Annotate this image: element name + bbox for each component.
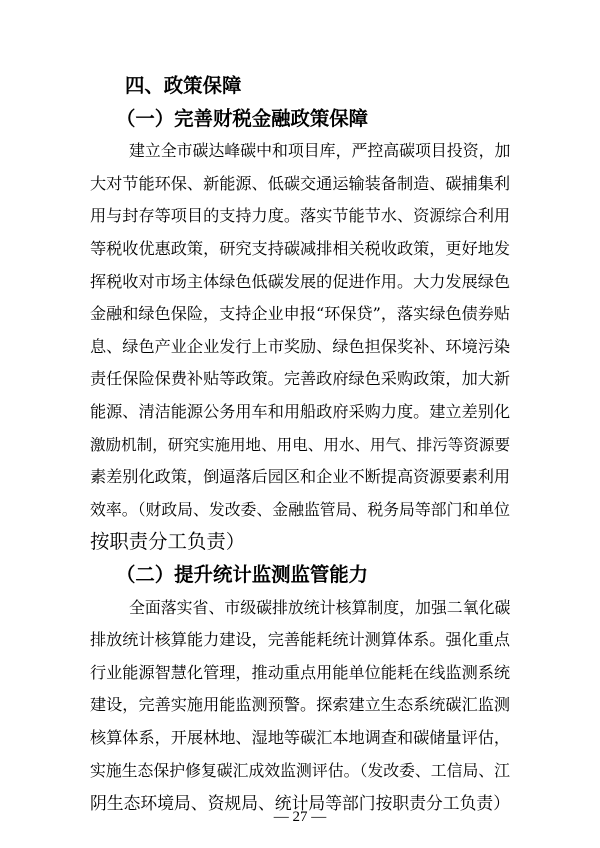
page-number: — 27 —	[273, 809, 327, 825]
paragraph-1-line: 挥税收对市场主体绿色低碳发展的促进作用。大力发展绿色	[90, 271, 511, 291]
paragraph-1-line: 息、绿色产业企业发行上市奖励、绿色担保奖补、环境污染	[90, 336, 511, 356]
paragraph-1-line: 责任保险保费补贴等政策。完善政府绿色采购政策，加大新	[90, 369, 511, 389]
paragraph-2-line: 行业能源智慧化管理，推动重点用能单位能耗在线监测系统	[90, 662, 511, 682]
paragraph-1-line: 金融和绿色保险，支持企业申报“环保贷”，落实绿色债券贴	[90, 304, 510, 324]
subsection-1-title: （一）完善财税金融政策保障	[116, 106, 369, 130]
paragraph-1-line: 能源、清洁能源公务用车和用船政府采购力度。建立差别化	[90, 402, 511, 421]
paragraph-1-line: 建立全市碳达峰碳中和项目库，严控高碳项目投资，加	[129, 141, 511, 161]
paragraph-1-line: 效率。（财政局、发改委、金融监管局、税务局等部门和单位	[90, 499, 510, 519]
paragraph-1-line: 激励机制，研究实施用地、用电、用水、用气、排污等资源要	[90, 435, 510, 454]
paragraph-1-line: 大对节能环保、新能源、低碳交通运输装备制造、碳捕集利	[90, 173, 511, 193]
paragraph-1-line: 用与封存等项目的支持力度。落实节能节水、资源综合利用	[90, 206, 511, 226]
paragraph-2-line: 阴生态环境局、资规局、统计局等部门按职责分工负责）	[90, 793, 510, 814]
paragraph-2-line: 全面落实省、市级碳排放统计核算制度，加强二氧化碳	[129, 597, 511, 617]
paragraph-1-line: 素差别化政策，倒逼落后园区和企业不断提高资源要素利用	[90, 467, 511, 487]
paragraph-2-line: 排放统计核算能力建设，完善能耗统计测算体系。强化重点	[90, 630, 511, 650]
section-title: 四、政策保障	[125, 74, 242, 97]
paragraph-2-line: 核算体系，开展林地、湿地等碳汇本地调查和碳储量评估，	[90, 728, 511, 747]
paragraph-2-line: 建设，完善实施用能监测预警。探索建立生态系统碳汇监测	[90, 695, 511, 715]
paragraph-1-line: 按职责分工负责）	[90, 530, 246, 554]
paragraph-1-line: 等税收优惠政策，研究支持碳减排相关税收政策，更好地发	[90, 239, 511, 258]
subsection-2-title: （二）提升统计监测监管能力	[116, 563, 369, 586]
paragraph-2-line: 实施生态保护修复碳汇成效监测评估。（发改委、工信局、江	[90, 760, 510, 780]
